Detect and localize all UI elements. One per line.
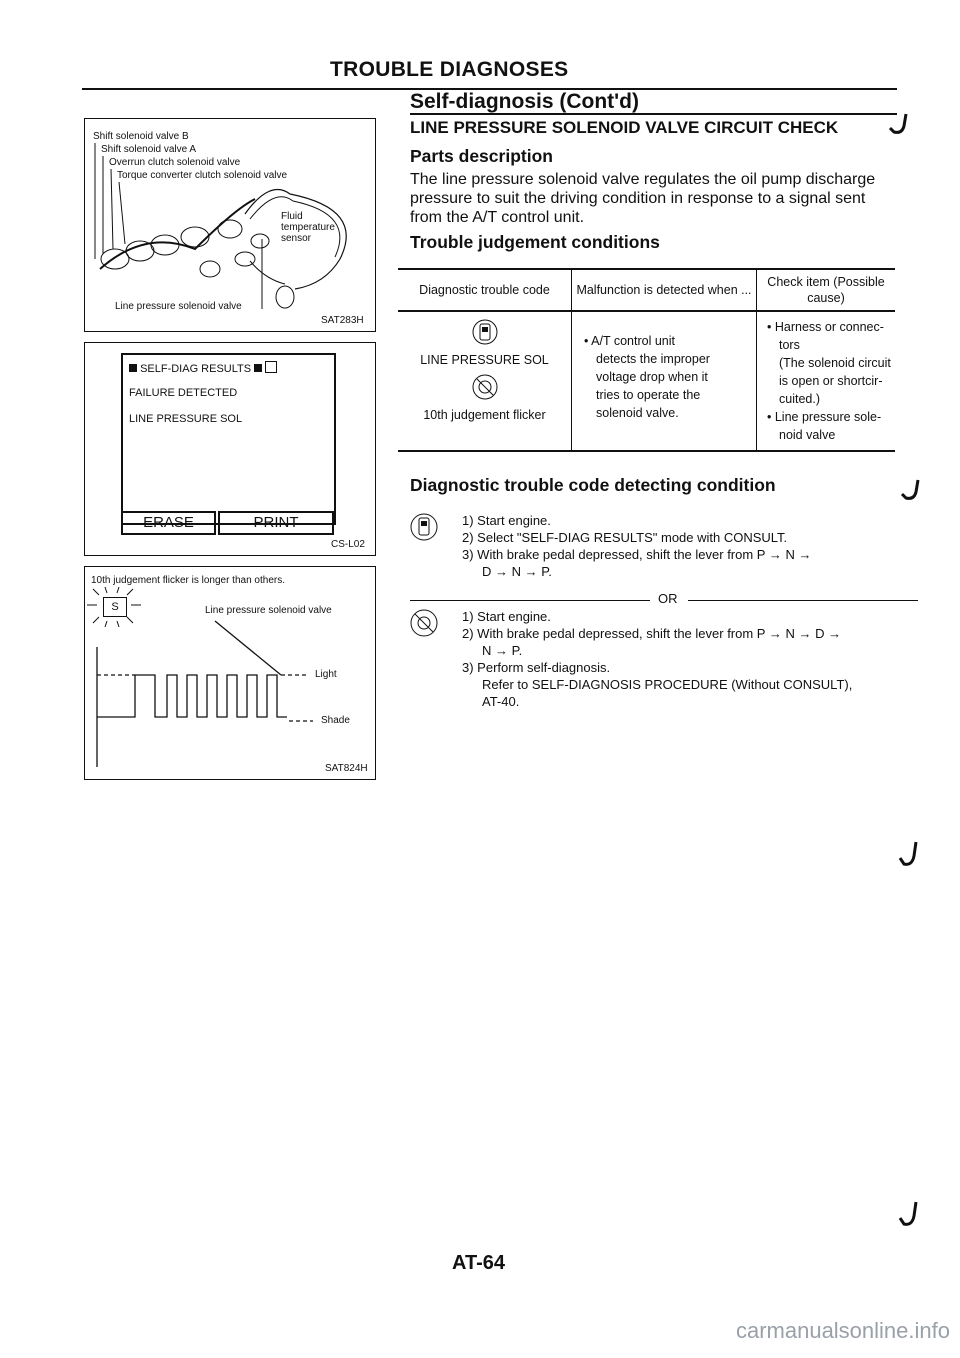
check-mark-icon: [898, 840, 922, 870]
malfunction-line: detects the improper: [596, 352, 710, 366]
consult-step: 2) Select "SELF-DIAG RESULTS" mode with CONSULT.: [462, 530, 788, 545]
fluid-temperature-sensor-label: [281, 211, 335, 244]
consult-steps: [462, 512, 811, 580]
label-shift-solenoid-b: Shift solenoid valve B: [93, 131, 189, 142]
malfunction-line: solenoid valve.: [596, 406, 679, 420]
label-shift-solenoid-a: Shift solenoid valve A: [101, 144, 197, 155]
figure1-code: SAT283H: [321, 315, 364, 326]
manual-step: Refer to SELF-DIAGNOSIS PROCEDURE (Without CONSULT),: [482, 677, 853, 692]
trouble-code-name: LINE PRESSURE SOL: [420, 353, 549, 367]
subtitle-rule: [410, 113, 897, 115]
check-item-line: is open or shortcir-: [779, 374, 883, 388]
light-label: Light: [315, 669, 337, 680]
no-tools-icon: [472, 373, 498, 401]
self-diag-title-row: [129, 361, 277, 375]
fluid-label-line-2: temperature: [281, 222, 335, 233]
consult-icon: [472, 318, 498, 346]
no-tools-icon: [410, 608, 438, 638]
or-rule-left: [410, 600, 650, 601]
manual-step: 1) Start engine.: [462, 609, 551, 624]
site-watermark: carmanualsonline.info: [735, 1318, 950, 1343]
or-rule-right: [688, 600, 918, 601]
parts-heading: Parts description: [410, 146, 553, 166]
failure-detected-label: FAILURE DETECTED: [129, 387, 238, 399]
shade-label: Shade: [321, 715, 350, 726]
label-torque-converter-solenoid: Torque converter clutch solenoid valve: [117, 170, 288, 181]
malfunction-line: tries to operate the: [596, 388, 701, 402]
failure-item: LINE PRESSURE SOL: [129, 413, 243, 425]
check-item-line: (The solenoid circuit: [779, 356, 891, 370]
check-item-line: noid valve: [779, 428, 836, 442]
check-mark-icon: [888, 112, 912, 138]
line-pressure-solenoid-label: Line pressure solenoid valve: [115, 301, 242, 312]
consult-display: [121, 353, 336, 525]
check-mark-icon: [898, 1200, 922, 1230]
check-item-line: cuited.): [779, 392, 820, 406]
figure3-code: SAT824H: [325, 763, 368, 774]
col-diagnostic-trouble-code: Diagnostic trouble code: [398, 269, 572, 311]
check-mark-icon: [900, 478, 924, 504]
col-malfunction-detected: Malfunction is detected when ...: [572, 269, 757, 311]
solenoid-assembly-figure: [84, 118, 376, 332]
trouble-heading: Trouble judgement conditions: [410, 232, 660, 252]
consult-screen-figure: [84, 342, 376, 556]
col-check-item: Check item (Possible cause): [757, 269, 896, 311]
check-item-line: • Line pressure sole-: [767, 410, 882, 424]
lamp-s-indicator: S: [103, 597, 127, 617]
trouble-judgement-table: [398, 268, 895, 452]
or-divider-label: OR: [658, 591, 678, 606]
manual-step: N → P.: [482, 643, 523, 658]
fluid-label-line-3: sensor: [281, 233, 312, 244]
flicker-timing-figure: [84, 566, 376, 780]
page-number: AT-64: [452, 1252, 505, 1274]
check-item-line: • Harness or connec-: [767, 320, 884, 334]
label-overrun-clutch-solenoid: Overrun clutch solenoid valve: [109, 157, 241, 168]
check-item-line: tors: [779, 338, 800, 352]
trouble-code-flicker: 10th judgement flicker: [423, 408, 546, 422]
erase-button[interactable]: ERASE: [121, 511, 216, 535]
malfunction-line: voltage drop when it: [596, 370, 708, 384]
consult-step: 1) Start engine.: [462, 513, 551, 528]
print-button[interactable]: PRINT: [218, 511, 334, 535]
malfunction-line: • A/T control unit: [584, 334, 675, 348]
consult-icon: [410, 512, 438, 542]
manual-steps: [462, 608, 852, 710]
circuit-title: LINE PRESSURE SOLENOID VALVE CIRCUIT CHECK: [410, 118, 839, 137]
consult-step: D → N → P.: [482, 564, 552, 579]
valve-label: Line pressure solenoid valve: [205, 605, 332, 616]
parts-description: The line pressure solenoid valve regulates the oil pump discharge pressure to suit the driving condition in response to a signal sent from the A/T control unit.: [410, 171, 876, 226]
self-diag-title: SELF-DIAG RESULTS: [140, 363, 252, 375]
fluid-label-line-1: Fluid: [281, 211, 303, 222]
flicker-caption: 10th judgement flicker is longer than others.: [91, 575, 285, 586]
manual-step: 3) Perform self-diagnosis.: [462, 660, 611, 675]
manual-step: 2) With brake pedal depressed, shift the lever from P → N → D →: [462, 626, 842, 641]
detecting-heading: Diagnostic trouble code detecting condition: [410, 475, 776, 495]
figure2-code: CS-L02: [331, 539, 365, 550]
manual-step: AT-40.: [482, 694, 520, 709]
consult-step: 3) With brake pedal depressed, shift the lever from P → N →: [462, 547, 812, 562]
page-section-title: TROUBLE DIAGNOSES: [330, 58, 569, 81]
page-subtitle: Self-diagnosis (Cont'd): [410, 90, 639, 113]
